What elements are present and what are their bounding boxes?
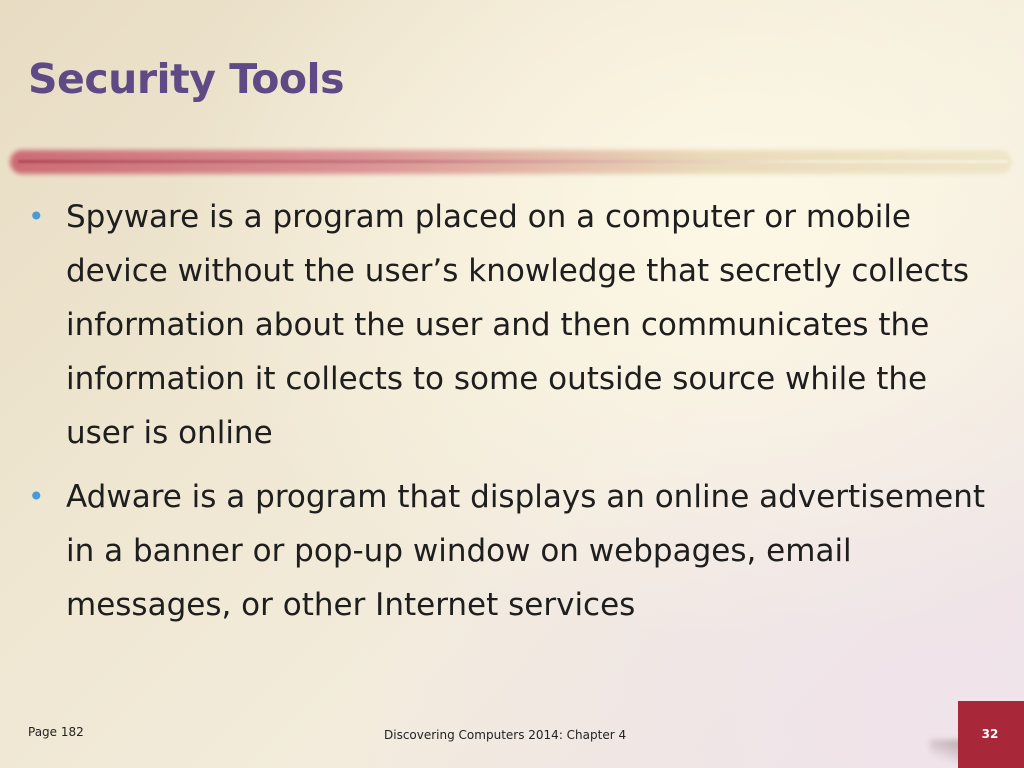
footer-page-reference: Page 182 [28,725,84,739]
bullet-text-adware: Adware is a program that displays an online advertisement in a banner or pop-up window on webpages, email messages, or other Internet services [66,479,986,623]
slide-title: Security Tools [28,55,345,103]
footer-source: Discovering Computers 2014: Chapter 4 [384,728,627,742]
slide-number-badge [958,701,1024,768]
slide-number: 32 [981,727,999,741]
title-divider-line [18,160,1008,163]
bullet-text-spyware: Spyware is a program placed on a computer or mobile device without the user’s knowledge that secretly collects information about the user and then communicates the information it collects to some outside source while the user is online [66,199,969,451]
bullet-item-adware [28,470,988,632]
bullet-icon: • [28,200,45,233]
bullet-icon: • [28,480,45,513]
bullet-list [28,190,988,642]
bullet-item-spyware [28,190,988,460]
